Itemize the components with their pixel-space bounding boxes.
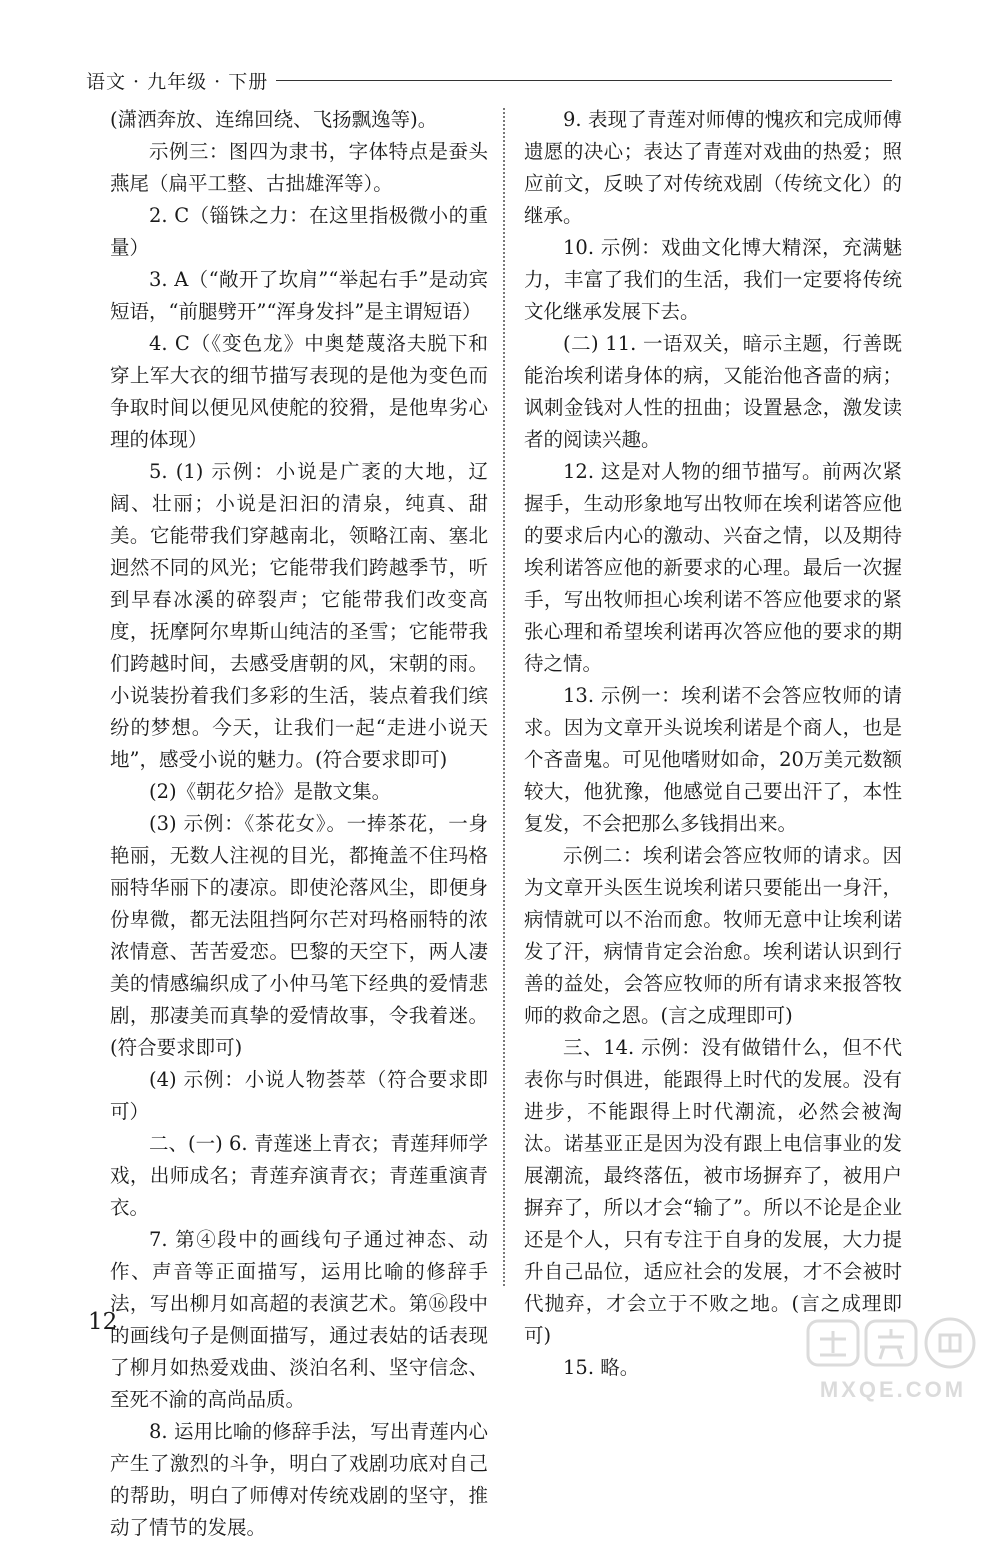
answer-paragraph: 8. 运用比喻的修辞手法，写出青莲内心产生了激烈的斗争，明白了戏剧功底对自己的帮助，明白了师傅对传统戏剧的坚守，推动了情节的发展。: [110, 1420, 488, 1539]
answer-paragraph: 2. C（锱铢之力：在这里指极微小的重量）: [110, 204, 488, 259]
answer-paragraph: 15. 略。: [563, 1356, 640, 1379]
page-number: 12: [88, 1309, 118, 1335]
svg-text:MXQE.COM: MXQE.COM: [819, 1377, 967, 1402]
answer-paragraph: 3. A（“敞开了坎肩”“举起右手”是动宾短语，“前腿劈开”“浑身发抖”是主谓短语）: [110, 268, 488, 323]
answer-paragraph: (2)《朝花夕拾》是散文集。: [149, 780, 392, 803]
answer-paragraph: (3) 示例：《茶花女》。一捧茶花，一身艳丽，无数人注视的目光，都掩盖不住玛格丽特华丽下的凄凉。即使沦落风尘，即便身份卑微，都无法阻挡阿尔芒对玛格丽特的浓浓情意、苦苦爱恋。巴黎的天空下，两人凄美的情感编织成了小仲马笔下经典的爱情悲剧，那凄美而真挚的爱情故事，令我着迷。(符合要求即可): [110, 812, 488, 1059]
answer-paragraph: 二、(一) 6. 青莲迷上青衣；青莲拜师学戏，出师成名；青莲弃演青衣；青莲重演青衣。: [110, 1132, 488, 1219]
answer-paragraph: (4) 示例：小说人物荟萃（符合要求即可）: [110, 1068, 488, 1123]
answer-paragraph: (二) 11. 一语双关，暗示主题，行善既能治埃利诺身体的病，又能治他吝啬的病；讽刺金钱对人性的扭曲；设置悬念，激发读者的阅读兴趣。: [524, 332, 902, 451]
answer-paragraph: 示例三：图四为隶书，字体特点是蚕头燕尾（扁平工整、古拙雄浑等）。: [110, 140, 488, 195]
right-column: [524, 104, 902, 1384]
answer-paragraph: 三、14. 示例：没有做错什么，但不代表你与时俱进，能跟得上时代的发展。没有进步，不能跟得上时代潮流，必然会被淘汰。诺基亚正是因为没有跟上电信事业的发展潮流，最终落伍，被市场摒弃了，被用户摒弃了，所以才会“输了”。所以不论是企业还是个人，只有专注于自身的发展，大力提升自己品位，适应社会的发展，才不会被时代抛弃，才会立于不败之地。(言之成理即可): [524, 1036, 902, 1347]
left-column: [110, 104, 488, 1544]
book-title: 语文 · 九年级 · 下册: [86, 71, 269, 93]
answer-paragraph: 5. (1) 示例：小说是广袤的大地，辽阔、壮丽；小说是汩汩的清泉，纯真、甜美。它能带我们穿越南北，领略江南、塞北迥然不同的风光；它能带我们跨越季节，听到早春冰溪的碎裂声；它能带我们改变高度，抚摩阿尔卑斯山纯洁的圣雪；它能带我们跨越时间，去感受唐朝的风，宋朝的雨。小说装扮着我们多彩的生活，装点着我们缤纷的梦想。今天，让我们一起“走进小说天地”，感受小说的魅力。(符合要求即可): [110, 460, 488, 771]
answer-paragraph: 10. 示例：戏曲文化博大精深，充满魅力，丰富了我们的生活，我们一定要将传统文化继承发展下去。: [524, 236, 902, 323]
page-header: [86, 64, 892, 98]
answer-paragraph: 7. 第④段中的画线句子通过神态、动作、声音等正面描写，运用比喻的修辞手法，写出柳月如高超的表演艺术。第⑯段中的画线句子是侧面描写，通过表姑的话表现了柳月如热爱戏曲、淡泊名利、坚守信念、至死不渝的高尚品质。: [110, 1228, 488, 1411]
header-rule: [276, 80, 892, 81]
answer-paragraph: 13. 示例一：埃利诺不会答应牧师的请求。因为文章开头说埃利诺是个商人，也是个吝啬鬼。可见他嗜财如命，20万美元数额较大，他犹豫，他感觉自己要出汗了，本性复发，不会把那么多钱捐出来。: [524, 684, 902, 835]
column-divider: [503, 108, 505, 1286]
answer-paragraph: 4. C（《变色龙》中奥楚蔑洛夫脱下和穿上军大衣的细节描写表现的是他为变色而争取时间以便见风使舵的狡猾，是他卑劣心理的体现）: [110, 332, 488, 451]
watermark-logo: [800, 1317, 986, 1403]
answer-paragraph: 示例二：埃利诺会答应牧师的请求。因为文章开头医生说埃利诺只要能出一身汗，病情就可以不治而愈。牧师无意中让埃利诺发了汗，病情肯定会治愈。埃利诺认识到行善的益处，会答应牧师的所有请求来报答牧师的救命之恩。(言之成理即可): [524, 844, 902, 1027]
answer-paragraph: 9. 表现了青莲对师傅的愧疚和完成师傅遗愿的决心；表达了青莲对戏曲的热爱；照应前文，反映了对传统戏剧（传统文化）的继承。: [524, 108, 902, 227]
answer-paragraph: 12. 这是对人物的细节描写。前两次紧握手，生动形象地写出牧师在埃利诺答应他的要求后内心的激动、兴奋之情，以及期待埃利诺答应他的新要求的心理。最后一次握手，写出牧师担心埃利诺不答应他要求的紧张心理和希望埃利诺再次答应他的要求的期待之情。: [524, 460, 902, 675]
answer-paragraph: (潇洒奔放、连绵回绕、飞扬飘逸等)。: [110, 108, 438, 131]
